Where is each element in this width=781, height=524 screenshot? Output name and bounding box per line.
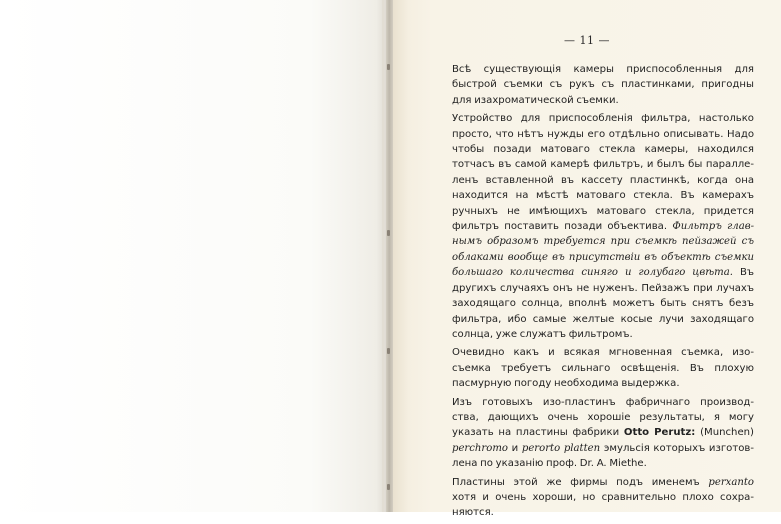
text-fragment: указать на пластины фабрики <box>452 427 620 439</box>
binding-stitch <box>387 64 390 70</box>
emphasized-text: Фильтръ глав- <box>672 221 754 233</box>
left-page-edge <box>382 0 384 512</box>
left-blank-page <box>0 0 388 512</box>
text-line: Очевидно какъ и всякая мгновенная съемка, изо- <box>452 347 754 359</box>
text-fragment: фильтръ поставить позади объектива. <box>452 221 668 233</box>
text-line: другихъ случаяхъ онъ не нуженъ. Пейзажъ при лучахъ <box>452 282 754 294</box>
text-line: Устройство для приспособленія фильтра, настолько <box>452 113 754 125</box>
paragraph-3 <box>438 345 754 391</box>
text-line: находится на мѣстѣ матоваго стекла. Въ камерахъ <box>452 190 754 202</box>
page-number: — 11 — <box>564 34 610 47</box>
text-line: быстрой съемки съ рукъ съ пластинками, пригодны <box>452 79 754 91</box>
text-fragment: эмульсія которыхъ изготов- <box>603 442 754 454</box>
text-line: ства, дающихъ очень хорошіе результаты, я могу <box>452 411 754 423</box>
text-line: съемка требуетъ сильнаго освѣщенія. Въ плохую <box>452 362 754 374</box>
text-line-mixed <box>438 475 754 490</box>
emphasized-line: облаками вообще въ присутствіи въ объектѣ съемки <box>452 251 754 263</box>
binding-stitch <box>387 230 390 236</box>
text-line: чтобы позади матоваго стекла камеры, находился <box>452 144 754 156</box>
brand-name: Otto Perutz: <box>623 427 696 439</box>
brand-city: (Munchen) <box>700 427 754 439</box>
paragraph-1 <box>438 62 754 108</box>
emphasized-text: большаго количества синяго и голубаго цвѣта. <box>452 267 733 279</box>
text-line: лена по указанію проф. Dr. A. Miethe. <box>452 458 647 470</box>
text-line: тотчасъ въ самой камерѣ фильтръ, и былъ бы паралле- <box>452 159 754 171</box>
text-line: заходящаго солнца, вполнѣ можетъ быть снятъ безъ <box>452 298 754 310</box>
emphasized-line: нымъ образомъ требуется при съемкѣ пейзажей съ <box>452 236 754 248</box>
text-line-mixed <box>438 425 754 440</box>
binding-stitch <box>387 348 390 354</box>
text-fragment: и <box>511 442 519 454</box>
text-fragment: Пластины этой же фирмы подъ именемъ <box>452 476 700 488</box>
paragraph-5 <box>438 475 754 521</box>
text-line: просто, что нѣтъ нужды его отдѣльно описывать. Надо <box>452 128 754 140</box>
text-line-mixed <box>438 441 754 456</box>
text-line: ручныхъ не имѣющихъ матоваго стекла, придется <box>452 205 754 217</box>
text-line: фильтра, ибо самые желтые косые лучи заходящаго <box>452 313 754 325</box>
text-line: Изъ готовыхъ изо-пластинъ фабричнаго производ- <box>452 396 754 408</box>
text-line-mixed <box>438 265 754 280</box>
text-line: пасмурную погоду необходима выдержка. <box>452 378 680 390</box>
right-text-page <box>393 0 781 519</box>
text-line: Всѣ существующія камеры приспособленныя для <box>452 64 754 75</box>
paragraph-2 <box>438 111 754 342</box>
product-name: perchromo <box>452 442 508 454</box>
body-text <box>438 62 754 524</box>
text-line: солнца, уже служатъ фильтромъ. <box>452 328 633 340</box>
paragraph-4 <box>438 395 754 472</box>
text-line: хотя и очень хороши, но сравнительно плохо сохра- <box>452 491 754 503</box>
binding-stitch <box>387 484 390 490</box>
text-line: ленъ вставленной въ кассету пластинкѣ, когда она <box>452 174 754 186</box>
product-name: perorto platten <box>521 442 601 454</box>
text-line-mixed <box>438 219 754 234</box>
text-line: для изахроматической съемки. <box>452 94 619 106</box>
product-name: perxanto <box>708 476 755 488</box>
text-line: няются. <box>452 507 494 519</box>
text-fragment: Въ <box>739 267 755 279</box>
